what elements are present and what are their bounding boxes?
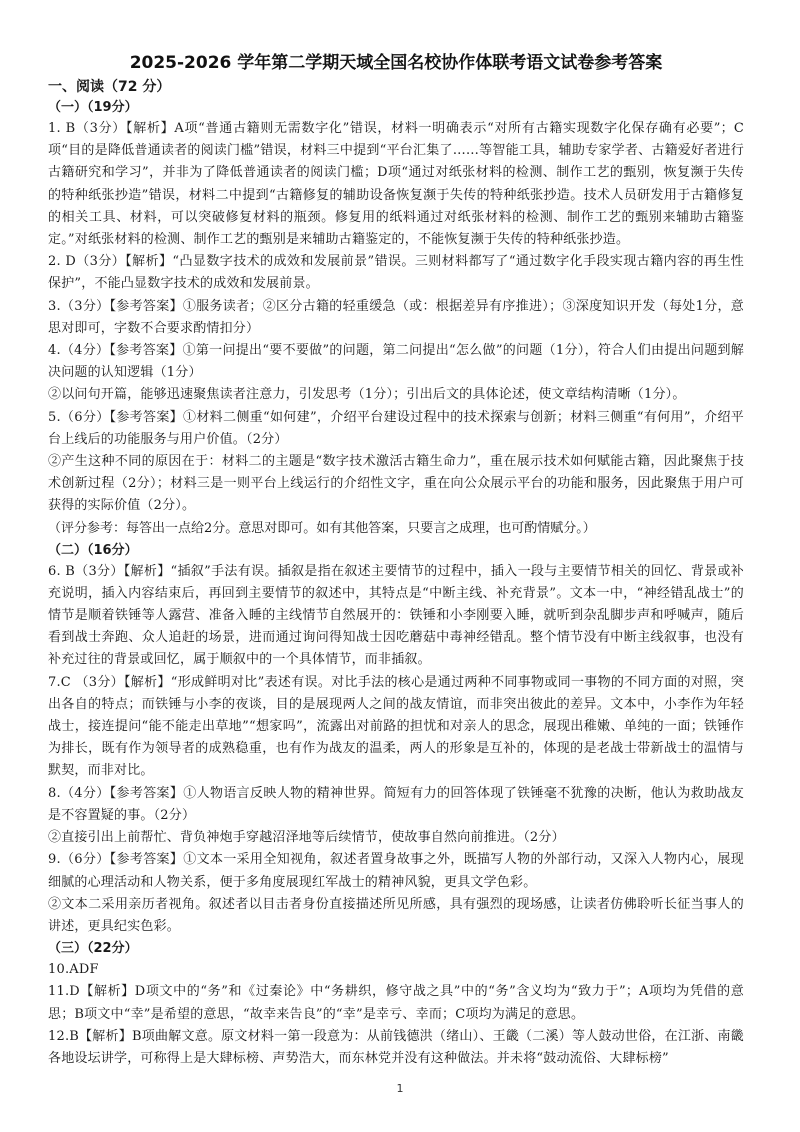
answer-6: 6. B（3分）【解析】“插叙”手法有误。插叙是指在叙述主要情节的过程中，插入一段与主要情节相关的回忆、背景或补充说明，插入内容结束后，再回到主要情节的叙述中，其特点是“中断主线、补充背景”。文本一中，“神经错乱战士”的情节是顺着铁锤等人露营、准备入睡的主线情节自然展开的：铁锤和小李刚要入睡，就听到杂乱脚步声和呼喊声，随后看到战士奔跑、众人追赶的场景，进而通过询问得知战士因吃蘑菇中毒神经错乱。整个情节没有中断主线叙事，也没有补充过往的背景或回忆，属于顺叙中的一个具体情节，而非插叙。: [48, 563, 744, 668]
answer-3: 3.（3分）【参考答案】①服务读者；②区分古籍的轻重缓急（或：根据差异有序推进）；③深度知识开发（每处1分，意思对即可，字数不合要求酌情扣分）: [48, 298, 744, 336]
scoring-note: （评分参考：每答出一点给2分。意思对即可。如有其他答案，只要言之成理，也可酌情赋分。）: [48, 520, 596, 536]
answer-5: 5.（6分）【参考答案】①材料二侧重“如何建”，介绍平台建设过程中的技术探索与创新；材料三侧重“有何用”，介绍平台上线后的功能服务与用户价值。（2分）: [48, 409, 744, 447]
answer-9: 9.（6分）【参考答案】①文本一采用全知视角，叙述者置身故事之外，既描写人物的外部行动，又深入人物内心，展现细腻的心理活动和人物关系，便于多角度展现红军战士的精神风貌，更具文学色彩。: [48, 852, 744, 890]
part-heading-3: （三）（22分）: [48, 941, 138, 957]
part-heading-1: （一）（19分）: [48, 100, 138, 115]
answer-4-point-2: ②以问句开篇，能够迅速聚焦读者注意力，引发思考（1分）；引出后文的具体论述，使文章结构清晰（1分）。: [48, 387, 686, 403]
answer-10: 10.ADF: [48, 962, 99, 978]
answer-5-point-2: ②产生这种不同的原因在于：材料二的主题是“数字技术激活古籍生命力”，重在展示技术如何赋能古籍，因此聚焦于技术创新过程（2分）；材料三是一则平台上线运行的介绍性文字，重在向公众展示平台的功能和服务，因此聚焦于用户可获得的实际价值（2分）。: [48, 454, 744, 514]
answer-7: 7.C （3分）【解析】“形成鲜明对比”表述有误。对比手法的核心是通过两种不同事物或同一事物的不同方面的对照，突出各自的特点；而铁锤与小李的夜谈，目的是展现两人之间的战友情谊，而非突出彼此的差异。文本中，小李作为年轻战士，接连提问“能不能走出草地”“想家吗”，流露出对前路的担忧和对亲人的思念，展现出稚嫩、单纯的一面；铁锤作为排长，既有作为领导者的成熟稳重，也有作为战友的温柔，两人的形象是互补的，体现的是老战士带新战士的温情与默契，而非对比。: [48, 674, 744, 779]
page-number: 1: [396, 1082, 404, 1095]
answer-9-point-2: ②文本二采用亲历者视角。叙述者以目击者身份直接描述所见所感，具有强烈的现场感，让读者仿佛聆听长征当事人的讲述，更具纪实色彩。: [48, 896, 744, 934]
answer-1: 1. B（3分）【解析】A项“普通古籍则无需数字化”错误，材料一明确表示“对所有古籍实现数字化保存确有必要”；C项“目的是降低普通读者的阅读门槛”错误，材料三中提到“平台汇集了……等智能工具，辅助专家学者、古籍爱好者进行古籍研究和学习”，并非为了降低普通读者的阅读门槛；D项“通过对纸张材料的检测、制作工艺的甄别，恢复濒于失传的特种纸张抄造”错误，材料二中提到“古籍修复的辅助设备恢复濒于失传的特种纸张抄造。技术人员研发用于古籍修复的相关工具、材料，可以突破修复材料的瓶颈。修复用的纸料通过对纸张材料的检测、制作工艺的甄别来辅助古籍鉴定。”对纸张材料的检测、制作工艺的甄别是来辅助古籍鉴定的，不能恢复濒于失传的特种纸张抄造。: [48, 121, 744, 248]
document-title: 2025-2026 学年第二学期天域全国名校协作体联考语文试卷参考答案: [129, 53, 663, 73]
answer-8: 8.（4分）【参考答案】①人物语言反映人物的精神世界。简短有力的回答体现了铁锤毫不犹豫的决断，他认为救助战友是不容置疑的事。（2分）: [48, 785, 744, 823]
answer-12: 12.B【解析】B项曲解文意。原文材料一第一段意为：从前钱德洪（绪山）、王畿（二溪）等人鼓动世俗，在江浙、南畿各地设坛讲学，可称得上是大肆标榜、声势浩大，而东林党并没有这种做法。并未将“鼓动流俗、大肆标榜”: [48, 1028, 744, 1066]
answer-11: 11.D【解析】D项文中的“务”和《过秦论》中“务耕织，修守战之具”中的“务”含义均为“致力于”；A项均为凭借的意思；B项文中“幸”是希望的意思，“故幸来告良”的“幸”是幸亏、幸而；C项均为满足的意思。: [48, 984, 744, 1022]
answer-8-point-2: ②直接引出上前帮忙、背负神炮手穿越沼泽地等后续情节，使故事自然向前推进。（2分）: [48, 830, 565, 846]
answer-4: 4.（4分）【参考答案】①第一问提出“要不要做”的问题，第二问提出“怎么做”的问题（1分），符合人们由提出问题到解决问题的认知逻辑（1分）: [48, 343, 744, 381]
section-heading-reading: 一、阅读（72 分）: [48, 79, 171, 95]
part-heading-2: （二）（16分）: [48, 542, 138, 558]
answer-2: 2. D（3分）【解析】“凸显数字技术的成效和发展前景”错误。三则材料都写了“通过数字化手段实现古籍内容的再生性保护”，不能凸显数字技术的成效和发展前景。: [48, 254, 744, 292]
